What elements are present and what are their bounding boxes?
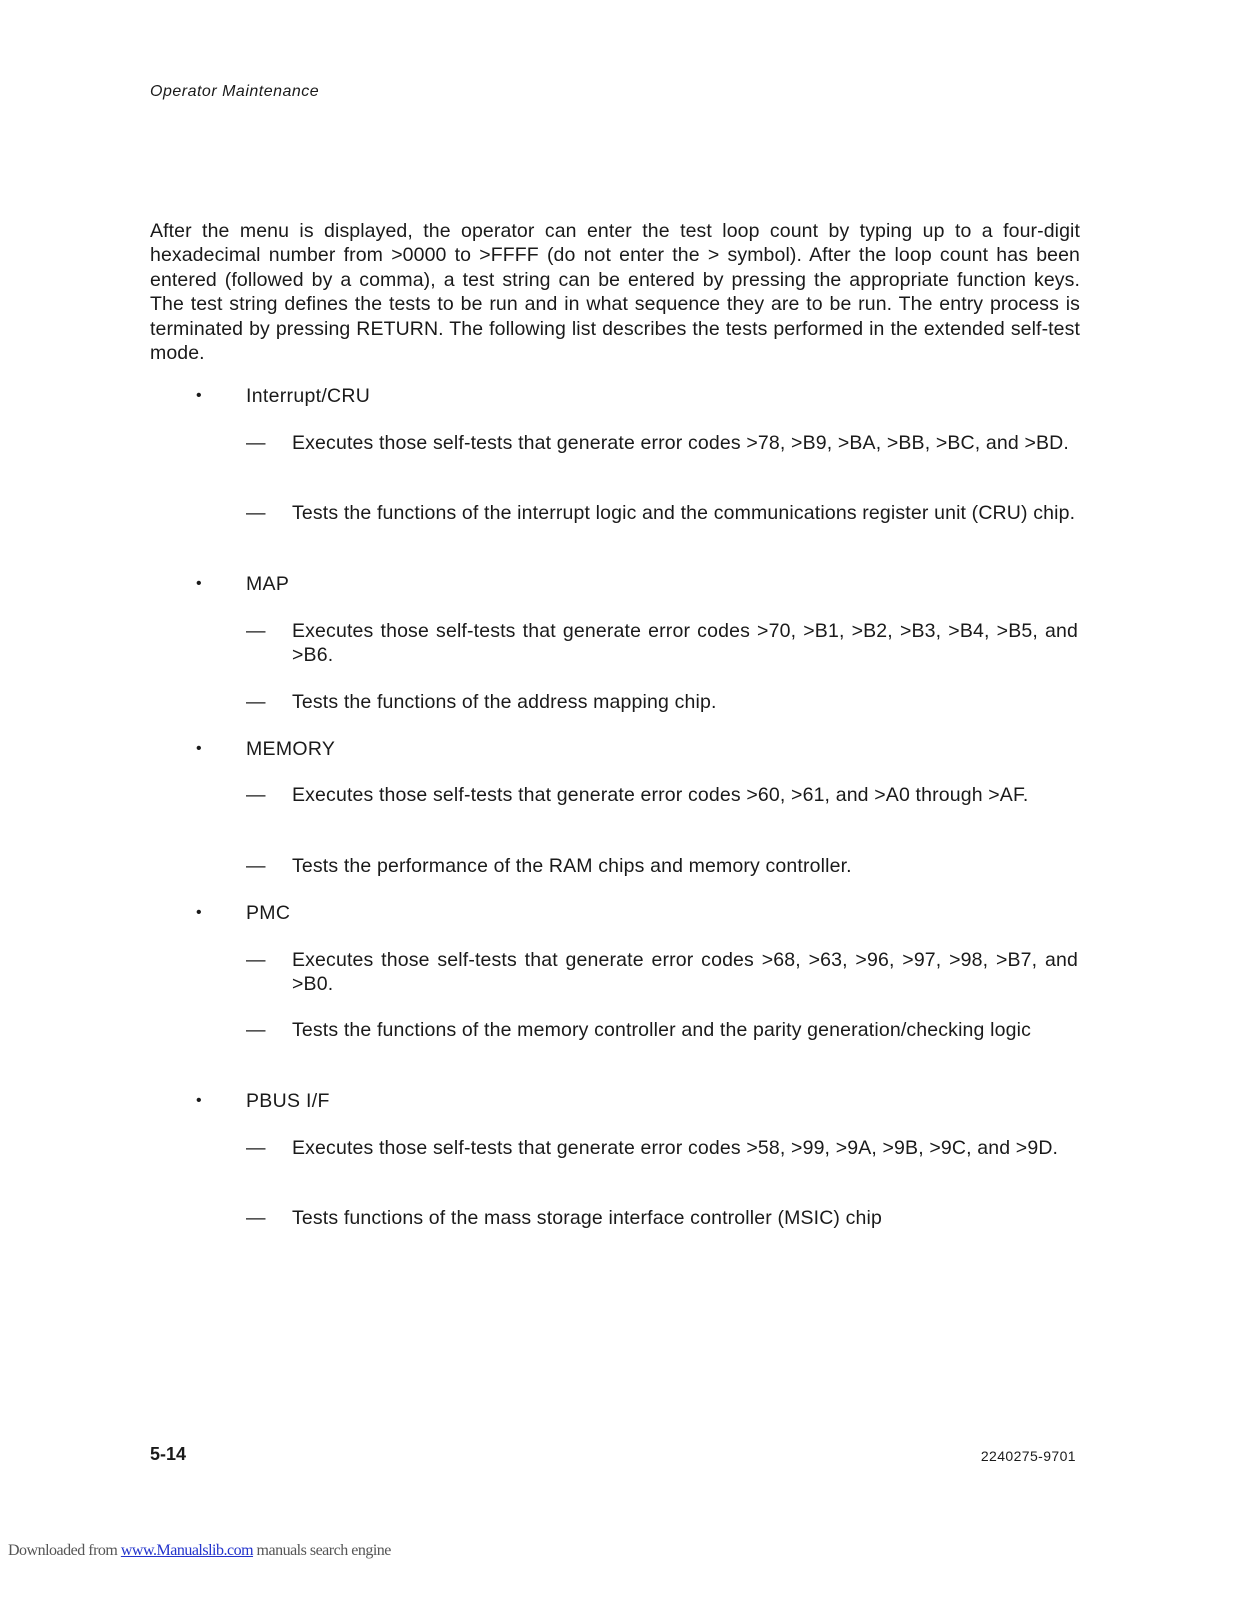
- list-item-text: Executes those self-tests that generate error codes >70, >B1, >B2, >B3, >B4, >B5, and >B6.: [292, 620, 1078, 667]
- running-head: Operator Maintenance: [150, 83, 320, 100]
- page-number: 5-14: [150, 1444, 187, 1464]
- bullet-icon: •: [196, 1092, 202, 1109]
- bullet-icon: •: [196, 387, 202, 404]
- document-number: 2240275-9701: [980, 1448, 1076, 1464]
- list-item-text: Executes those self-tests that generate error codes >60, >61, and >A0 through >AF.: [292, 784, 1029, 806]
- watermark-prefix: Downloaded from: [8, 1542, 121, 1559]
- dash-icon: —: [246, 691, 266, 713]
- dash-icon: —: [246, 949, 266, 971]
- list-item-text: Executes those self-tests that generate error codes >58, >99, >9A, >9B, >9C, and >9D.: [292, 1137, 1059, 1159]
- dash-icon: —: [246, 620, 266, 642]
- list-item-text: Tests the functions of the interrupt logic and the communications register unit (CRU) chip.: [292, 502, 1076, 524]
- list-item-text: Executes those self-tests that generate error codes >78, >B9, >BA, >BB, >BC, and >BD.: [292, 432, 1069, 454]
- list-item-text: Executes those self-tests that generate error codes >68, >63, >96, >97, >98, >B7, and >B0.: [292, 949, 1078, 996]
- dash-icon: —: [246, 1207, 266, 1229]
- dash-icon: —: [246, 432, 266, 454]
- bullet-icon: •: [196, 740, 202, 757]
- dash-icon: —: [246, 1019, 266, 1041]
- topic-label: MEMORY: [246, 738, 336, 760]
- dash-icon: —: [246, 502, 266, 524]
- bullet-icon: •: [196, 575, 202, 592]
- watermark-suffix: manuals search engine: [253, 1542, 391, 1559]
- list-item-text: Tests the functions of the address mapping chip.: [292, 691, 717, 713]
- bullet-icon: •: [196, 904, 202, 921]
- dash-icon: —: [246, 855, 266, 877]
- dash-icon: —: [246, 1137, 266, 1159]
- topic-label: MAP: [246, 573, 290, 595]
- intro-paragraph: After the menu is displayed, the operator can enter the test loop count by typing up to a four-digit hexadecimal number from >0000 to >FFFF (do not enter the > symbol). After the loop count has been entered (followed by a comma), a test string can be entered by pressing the appropriate function keys. The test string defines the tests to be run and in what sequence they are to be run. The entry process is terminated by pressing RETURN. The following list describes the tests performed in the extended self-test mode.: [150, 220, 1080, 365]
- topic-label: PBUS I/F: [246, 1090, 330, 1112]
- list-item-text: Tests the functions of the memory controller and the parity generation/checking logic: [292, 1019, 1031, 1041]
- dash-icon: —: [246, 784, 266, 806]
- topic-label: PMC: [246, 902, 291, 924]
- download-watermark: [8, 1542, 391, 1560]
- list-item-text: Tests the performance of the RAM chips and memory controller.: [292, 855, 852, 877]
- manualslib-link[interactable]: www.Manualslib.com: [120, 1542, 254, 1559]
- list-item-text: Tests functions of the mass storage interface controller (MSIC) chip: [292, 1207, 883, 1229]
- topic-label: Interrupt/CRU: [246, 385, 371, 407]
